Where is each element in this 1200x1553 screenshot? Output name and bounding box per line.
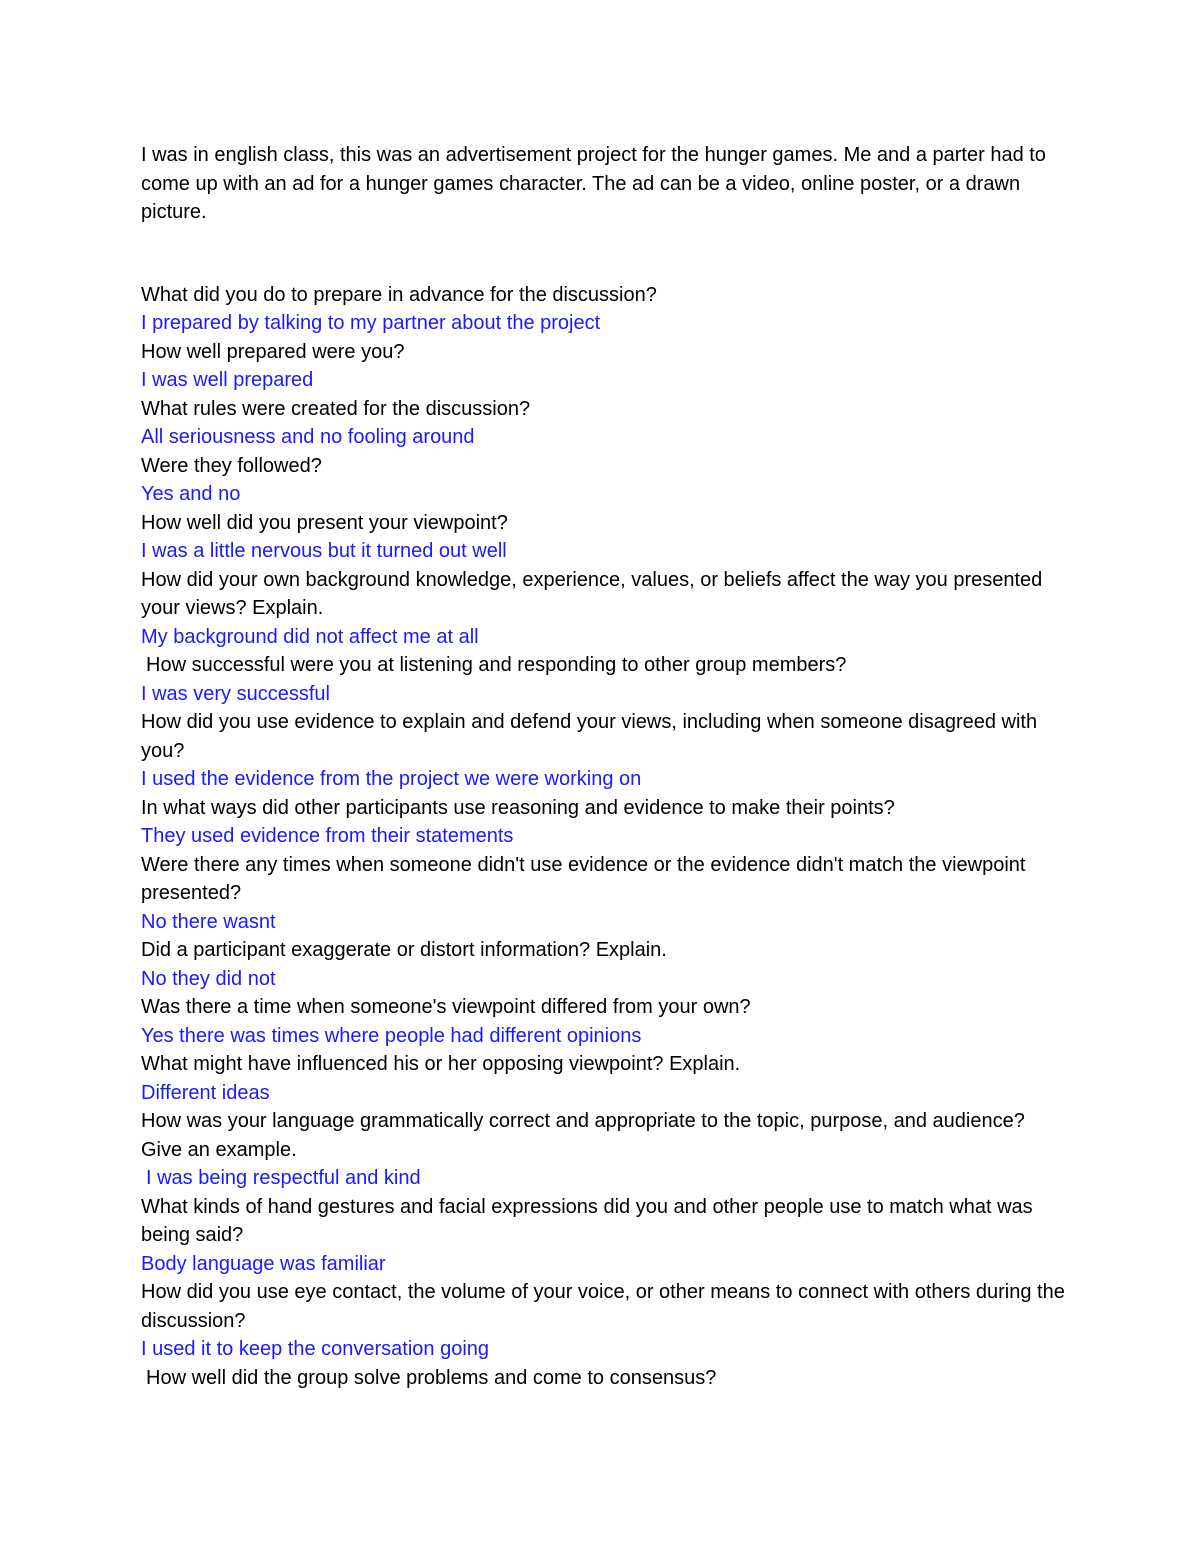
question-14: How was your language grammatically correct and appropriate to the topic, purpose, and audience? Give an example. xyxy=(141,1110,1025,1161)
question-17: How well did the group solve problems and come to consensus? xyxy=(146,1366,717,1389)
question-10: Were there any times when someone didn't use evidence or the evidence didn't match the viewpoint presented? xyxy=(141,853,1026,904)
answer-7: I was very successful xyxy=(141,682,330,705)
question-11: Did a participant exaggerate or distort information? Explain. xyxy=(141,939,667,961)
question-16: How did you use eye contact, the volume of your voice, or other means to connect with others during the discussion? xyxy=(141,1281,1065,1332)
question-5: How well did you present your viewpoint? xyxy=(141,511,508,534)
question-13: What might have influenced his or her opposing viewpoint? Explain. xyxy=(141,1053,741,1075)
question-6: How did your own background knowledge, experience, values, or beliefs affect the way you presented your views? Explain. xyxy=(141,568,1043,619)
answer-11: No they did not xyxy=(141,967,276,990)
question-15: What kinds of hand gestures and facial expressions did you and other people use to match what was being said? xyxy=(141,1195,1033,1246)
answer-2: I was well prepared xyxy=(141,369,314,391)
answer-6: My background did not affect me at all xyxy=(141,625,479,648)
answer-15: Body language was familiar xyxy=(141,1252,386,1275)
answer-9: They used evidence from their statements xyxy=(141,825,514,847)
qa-list xyxy=(141,281,1066,1393)
intro-paragraph: I was in english class, this was an advertisement project for the hunger games. Me and a parter had to come up with an ad for a hunger games character. The ad can be a video, online poster, or a drawn picture. xyxy=(141,144,1046,223)
answer-12: Yes there was times where people had different opinions xyxy=(141,1024,642,1047)
answer-8: I used the evidence from the project we were working on xyxy=(141,768,642,790)
answer-4: Yes and no xyxy=(141,483,241,505)
answer-13: Different ideas xyxy=(141,1081,270,1104)
question-4: Were they followed? xyxy=(141,454,322,477)
question-2: How well prepared were you? xyxy=(141,340,405,363)
question-7: How successful were you at listening and responding to other group members? xyxy=(146,654,847,676)
question-8: How did you use evidence to explain and defend your views, including when someone disagreed with you? xyxy=(141,711,1038,762)
answer-10: No there wasnt xyxy=(141,910,276,933)
answer-1: I prepared by talking to my partner about the project xyxy=(141,312,601,334)
answer-5: I was a little nervous but it turned out well xyxy=(141,540,507,562)
question-1: What did you do to prepare in advance for the discussion? xyxy=(141,283,657,306)
question-12: Was there a time when someone's viewpoint differed from your own? xyxy=(141,996,751,1018)
answer-16: I used it to keep the conversation going xyxy=(141,1338,490,1360)
document-page xyxy=(141,141,1066,1392)
answer-14: I was being respectful and kind xyxy=(146,1167,421,1189)
question-3: What rules were created for the discussion? xyxy=(141,397,531,420)
answer-3: All seriousness and no fooling around xyxy=(141,426,475,448)
question-9: In what ways did other participants use reasoning and evidence to make their points? xyxy=(141,796,895,819)
